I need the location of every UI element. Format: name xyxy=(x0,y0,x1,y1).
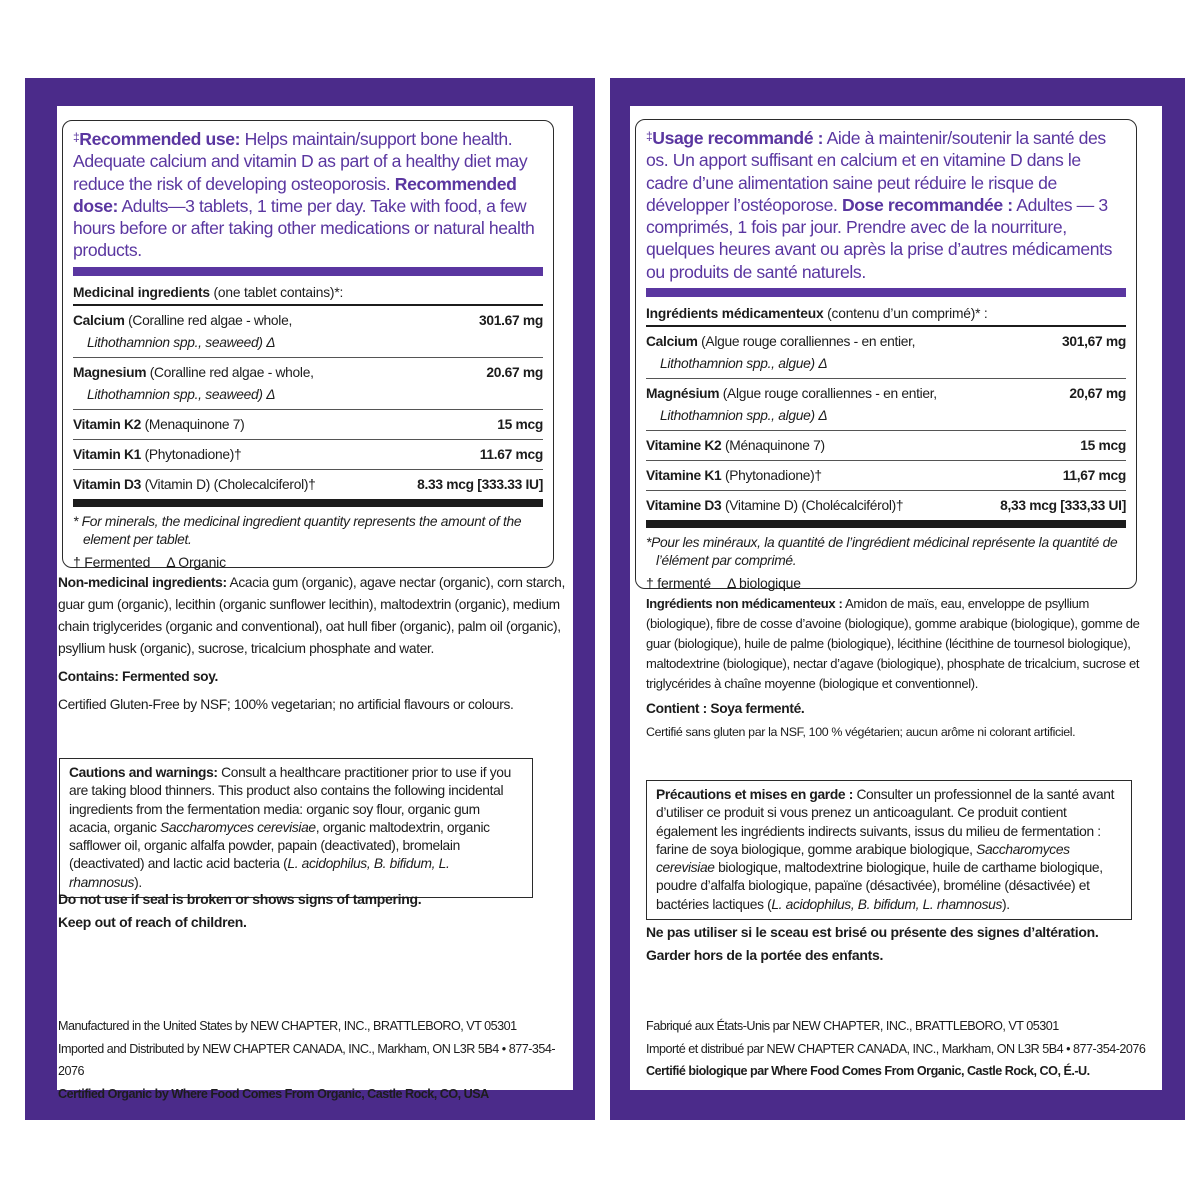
ingredient-row-calcium: Calcium (Algue rouge coralliennes - en entier, Lithothamnion spp., algue) Δ 301,67 mg xyxy=(646,327,1126,379)
contains-statement: Contient : Soya fermenté. xyxy=(646,701,805,716)
ingredient-row-vitamin-k2: Vitamin K2 (Menaquinone 7) 15 mcg xyxy=(73,410,543,440)
non-medicinal-ingredients: Non-medicinal ingredients: Acacia gum (organic), agave nectar (organic), corn starch, guar gum (organic), lecithin (organic sunflower lecithin), maltodextrin (organic), medium chain triglycerides (organic and conventional), oat hull fiber (organic), palm oil (organic), psyllium husk (organic), sucrose, tricalcium phosphate and water. xyxy=(58,575,565,656)
certification-statement: Certified Gluten-Free by NSF; 100% vegetarian; no artificial flavours or colours. xyxy=(58,697,514,712)
purple-divider xyxy=(73,267,543,276)
contains-statement: Contains: Fermented soy. xyxy=(58,669,218,684)
french-label-panel xyxy=(610,78,1185,1120)
ingredient-row-vitamin-k2: Vitamine K2 (Ménaquinone 7) 15 mcg xyxy=(646,431,1126,461)
recommended-use-box xyxy=(62,120,554,568)
cautions-box: Cautions and warnings: Consult a healthcare practitioner prior to use if you are taking blood thinners. This product also contains the following incidental ingredients from the fermentation media: organic soy flour, organic gum acacia, organic Saccharomyces cerevisiae, organic maltodextrin, organic safflower oil, organic alfalfa powder, papain (deactivated), bromelain (deactivated) and lactic acid bacteria (L. acidophilus, B. bifidum, L. rhamnosus). xyxy=(59,758,533,898)
minerals-footnote: * For minerals, the medicinal ingredient quantity represents the amount of the element per tablet. xyxy=(73,513,522,547)
usage-recommande-box xyxy=(635,119,1137,592)
minerals-footnote: *Pour les minéraux, la quantité de l’ingrédient médicinal représente la quantité de l’élément par comprimé. xyxy=(646,535,1118,569)
symbol-legend: † fermenté Δ biologique xyxy=(646,575,801,592)
english-label-panel xyxy=(25,78,595,1120)
purple-divider xyxy=(646,288,1126,297)
precautions-box: Précautions et mises en garde : Consulter un professionnel de la santé avant d’utiliser ce produit si vous prenez un anticoagulant. Ce produit contient également les ingrédients indirects suivants, issus du milieu de fermentation : farine de soya biologique, gomme arabique biologique, Saccharomyces cerevisiae biologique, maltodextrine biologique, huile de carthame biologique, poudre d’alfalfa biologique, papaïne (désactivée), broméline (désactivée) et bactéries lactiques (L. acidophilus, B. bifidum, L. rhamnosus). xyxy=(646,780,1132,920)
ingredient-row-magnesium: Magnésium (Algue rouge coralliennes - en entier, Lithothamnion spp., algue) Δ 20,67 mg xyxy=(646,379,1126,431)
symbol-legend: † Fermented Δ Organic xyxy=(73,553,226,570)
recommended-use-text: ‡Recommended use: Helps maintain/support bone health. Adequate calcium and vitamin D as part of a healthy diet may reduce the risk of developing osteoporosis. Recommended dose: Adults—3 tablets, 1 time per day. Take with food, a few hours before or after taking other medications or natural health products. xyxy=(73,129,535,261)
english-label-content xyxy=(57,106,573,1101)
black-divider xyxy=(646,520,1126,528)
ingredient-row-vitamin-d3: Vitamine D3 (Vitamine D) (Cholécalciférol)† 8,33 mcg [333,33 UI] xyxy=(646,498,1126,514)
certification-statement: Certifié sans gluten par la NSF, 100 % végétarien; aucun arôme ni colorant artificiel. xyxy=(646,725,1076,739)
ingredient-row-vitamin-k1: Vitamine K1 (Phytonadione)† 11,67 mcg xyxy=(646,461,1126,491)
manufacturer-footer: Fabriqué aux États-Unis par NEW CHAPTER, INC., BRATTLEBORO, VT 05301 Importé et distribué par NEW CHAPTER CANADA, INC., Markham, ON L3R 5B4 • 877-354-2076 Certifié biologique par Where Food Comes From Organic, Castle Rock, CO, É.-U. xyxy=(646,1019,1146,1078)
children-warning: Keep out of reach of children. xyxy=(58,914,247,930)
medicinal-ingredients-header: Medicinal ingredients (one tablet contains)*: xyxy=(73,285,543,306)
ingredient-row-vitamin-k1: Vitamin K1 (Phytonadione)† 11.67 mcg xyxy=(73,440,543,470)
children-warning: Garder hors de la portée des enfants. xyxy=(646,947,884,963)
manufacturer-footer: Manufactured in the United States by NEW CHAPTER, INC., BRATTLEBORO, VT 05301 Imported and Distributed by NEW CHAPTER CANADA, INC., Markham, ON L3R 5B4 • 877-354-2076 Certified Organic by Where Food Comes From Organic, Castle Rock, CO, USA xyxy=(58,1019,556,1101)
seal-warning: Do not use if seal is broken or shows signs of tampering. xyxy=(58,891,422,907)
usage-recommande-text: ‡Usage recommandé : Aide à maintenir/soutenir la santé des os. Un apport suffisant en calcium et en vitamine D dans le cadre d’une alimentation saine peut réduire le risque de développer l’ostéoporose. Dose recommandée : Adultes — 3 comprimés, 1 fois par jour. Prendre avec de la nourriture, quelques heures avant ou après la prise d’autres médicaments ou produits de santé naturels. xyxy=(646,128,1112,282)
medicinal-ingredients-header: Ingrédients médicamenteux (contenu d’un comprimé)* : xyxy=(646,306,1126,327)
ingredient-row-vitamin-d3: Vitamin D3 (Vitamin D) (Cholecalciferol)† 8.33 mcg [333.33 IU] xyxy=(73,476,543,492)
non-medicinal-ingredients: Ingrédients non médicamenteux : Amidon de maïs, eau, enveloppe de psyllium (biologique), fibre de cosse d’avoine (biologique), gomme arabique (biologique), gomme de guar (biologique), huile de palme (biologique), lécithine (lécithine de tournesol biologique), maltodextrine (biologique), nectar d’agave (biologique), phosphate de tricalcium, sucrose et triglycérides à chaîne moyenne (biologique et conventionnel). xyxy=(646,596,1140,691)
ingredient-row-calcium: Calcium (Coralline red algae - whole, Lithothamnion spp., seaweed) Δ 301.67 mg xyxy=(73,306,543,358)
ingredient-row-magnesium: Magnesium (Coralline red algae - whole, Lithothamnion spp., seaweed) Δ 20.67 mg xyxy=(73,358,543,410)
black-divider xyxy=(73,499,543,507)
french-label-content xyxy=(630,106,1162,1090)
seal-warning: Ne pas utiliser si le sceau est brisé ou présente des signes d’altération. xyxy=(646,924,1099,940)
